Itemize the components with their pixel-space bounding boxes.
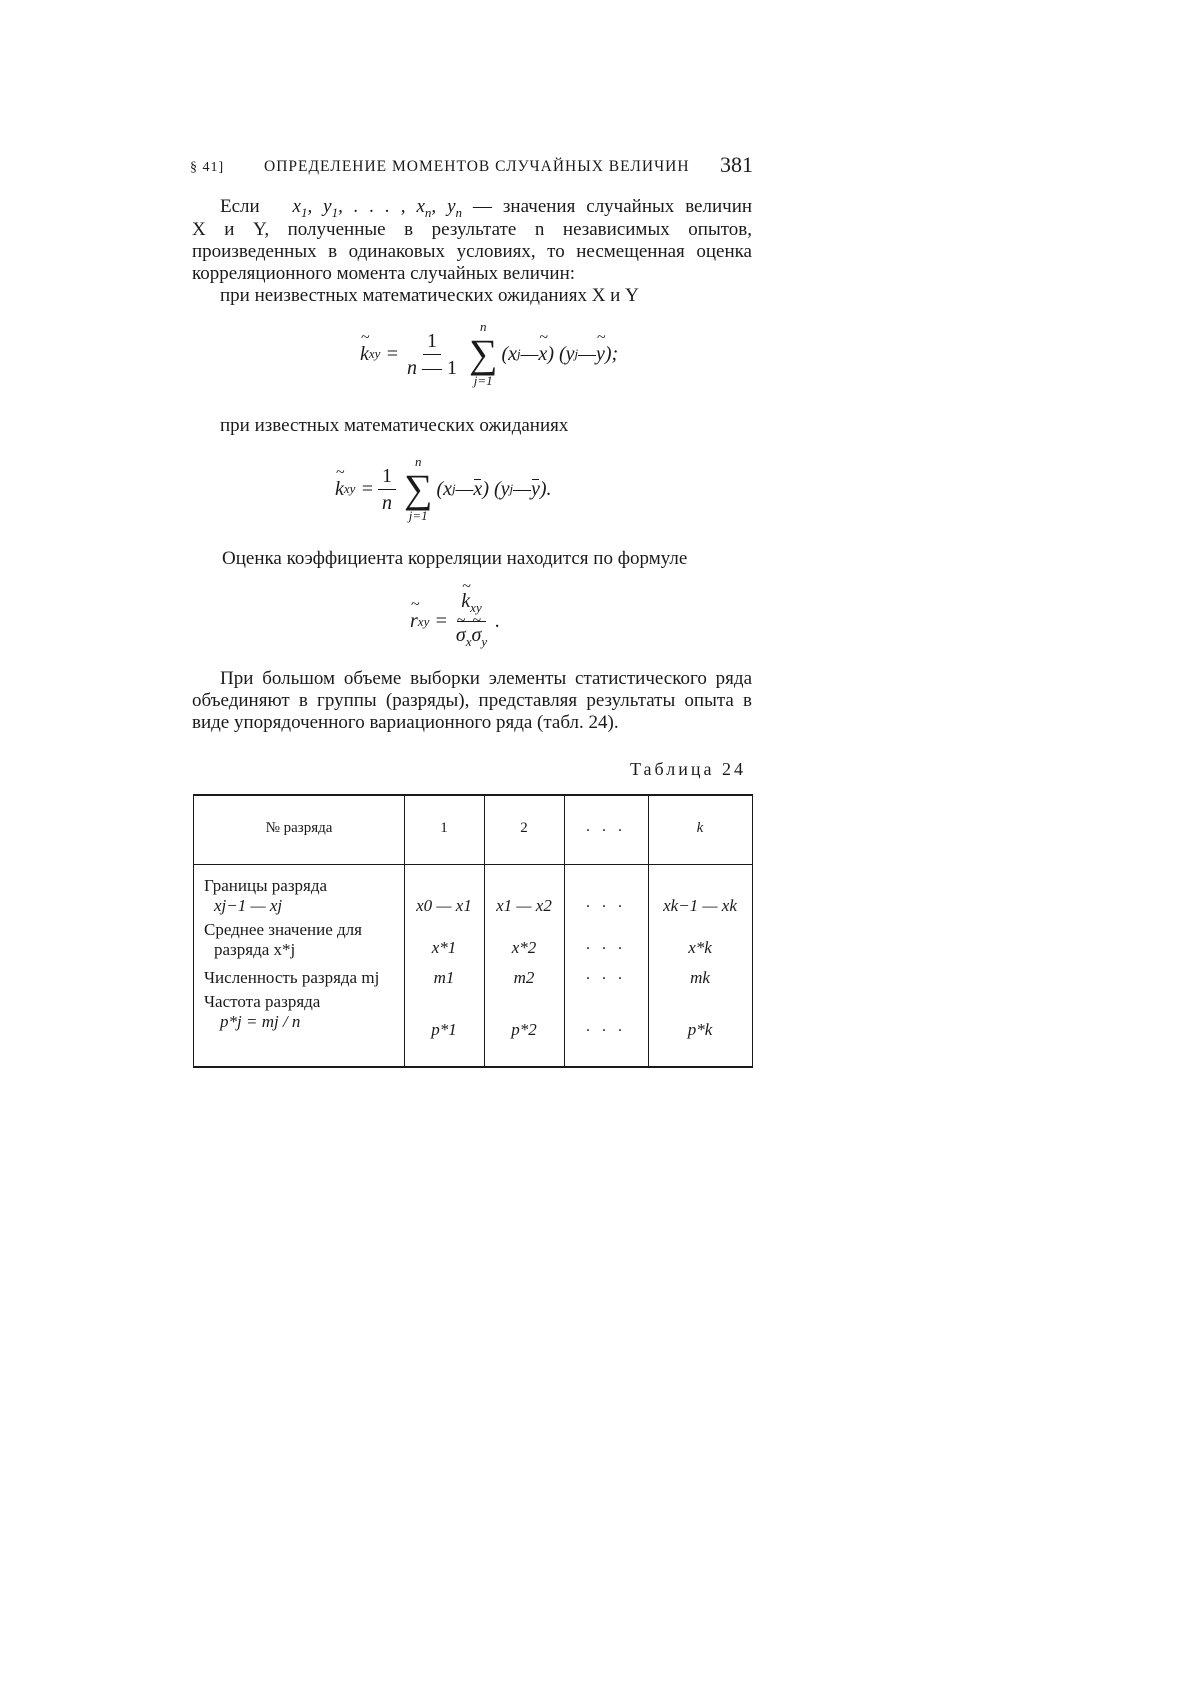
running-head-title: ОПРЕДЕЛЕНИЕ МОМЕНТОВ СЛУЧАЙНЫХ ВЕЛИЧИН — [264, 158, 690, 175]
row-label-bounds-1: Границы разряда — [204, 876, 328, 895]
cell-frequency-2: p*2 — [511, 1020, 537, 1039]
cell-mean-k: x*k — [688, 938, 712, 957]
paragraph-1-line-3: произведенных в одинаковых условиях, то несмещенная оценка — [192, 241, 752, 262]
lead-correlation: Оценка коэффициента корреляции находится по формуле — [222, 548, 688, 569]
header-col-dots: . . . — [586, 818, 626, 835]
formula-correlation-coefficient: ~ r xy = ~ $k_{xy}$ ~ $\sigma_x\sim$ $\sigma_y$ . — [410, 590, 500, 653]
formula-covariance-known-means: ~ k xy = $\frac{1}{n}$ n ∑ j=1 (x j — x ) (y j — y ). — [335, 455, 552, 523]
page-number: 381 — [720, 152, 753, 177]
row-label-frequency-1: Частота разряда — [204, 992, 321, 1011]
row-label-frequency-2: p*j = mj / n — [220, 1012, 301, 1031]
section-number: § 41] — [190, 160, 225, 175]
header-rank-label: № разряда — [265, 820, 333, 836]
header-col-k: k — [696, 820, 704, 836]
para1-line1-rest: — значения случайных величин — [472, 196, 753, 217]
cell-bounds-2: x1 — x2 — [496, 896, 552, 915]
cell-bounds-k: xk−1 — xk — [663, 896, 737, 915]
row-label-bounds-2: xj−1 — xj — [214, 896, 283, 915]
cell-mean-2: x*2 — [511, 938, 537, 957]
row-label-mean-1: Среднее значение для — [204, 920, 362, 939]
row-label-count: Численность разряда mj — [204, 968, 380, 987]
para1-start: Если — [220, 196, 260, 217]
cell-count-k: mk — [690, 968, 710, 987]
paragraph-1-line-2: X и Y, полученные в результате n независимых опытов, — [192, 219, 752, 240]
cell-frequency-k: p*k — [687, 1020, 713, 1039]
header-col-1: 1 — [440, 820, 448, 836]
cell-mean-dots: . . . — [586, 936, 626, 953]
table-caption: Таблица 24 — [630, 759, 746, 779]
lead-known-means: при известных математических ожиданиях — [220, 415, 569, 436]
cell-frequency-1: p*1 — [431, 1020, 457, 1039]
paragraph-1-line-4: корреляционного момента случайных величин: — [192, 263, 576, 284]
cell-count-dots: . . . — [586, 966, 626, 983]
cell-count-1: m1 — [433, 968, 455, 987]
cell-frequency-dots: . . . — [586, 1018, 626, 1035]
row-label-bounds — [204, 876, 327, 916]
data-table — [193, 794, 753, 1068]
row-label-frequency — [204, 992, 320, 1032]
cell-bounds-1: x0 — x1 — [416, 896, 472, 915]
row-label-mean — [204, 920, 362, 960]
cell-mean-1: x*1 — [431, 938, 457, 957]
lead-unknown-means: при неизвестных математических ожиданиях X и Y — [220, 285, 639, 306]
paragraph-2: При большом объеме выборки элементы статистического ряда объединяют в группы (разряды), представляя результаты опыта в виде упорядоченного вариационного ряда (табл. 24). — [192, 668, 752, 733]
formula-covariance-unknown-means: ~ k xy = $\frac{1}{n — 1}$ n ∑ j=1 (x j — ~ x ) (y j — ~ y ); — [360, 320, 618, 388]
row-label-mean-2: разряда x*j — [214, 940, 296, 959]
cell-count-2: m2 — [513, 968, 535, 987]
paragraph-1-line-1: Если $x_1$, $y_1$, . . . , $x_n$, $y_n$ — значения случайных величин — [220, 196, 753, 220]
cell-bounds-dots: . . . — [586, 894, 626, 911]
header-col-2: 2 — [520, 820, 528, 836]
